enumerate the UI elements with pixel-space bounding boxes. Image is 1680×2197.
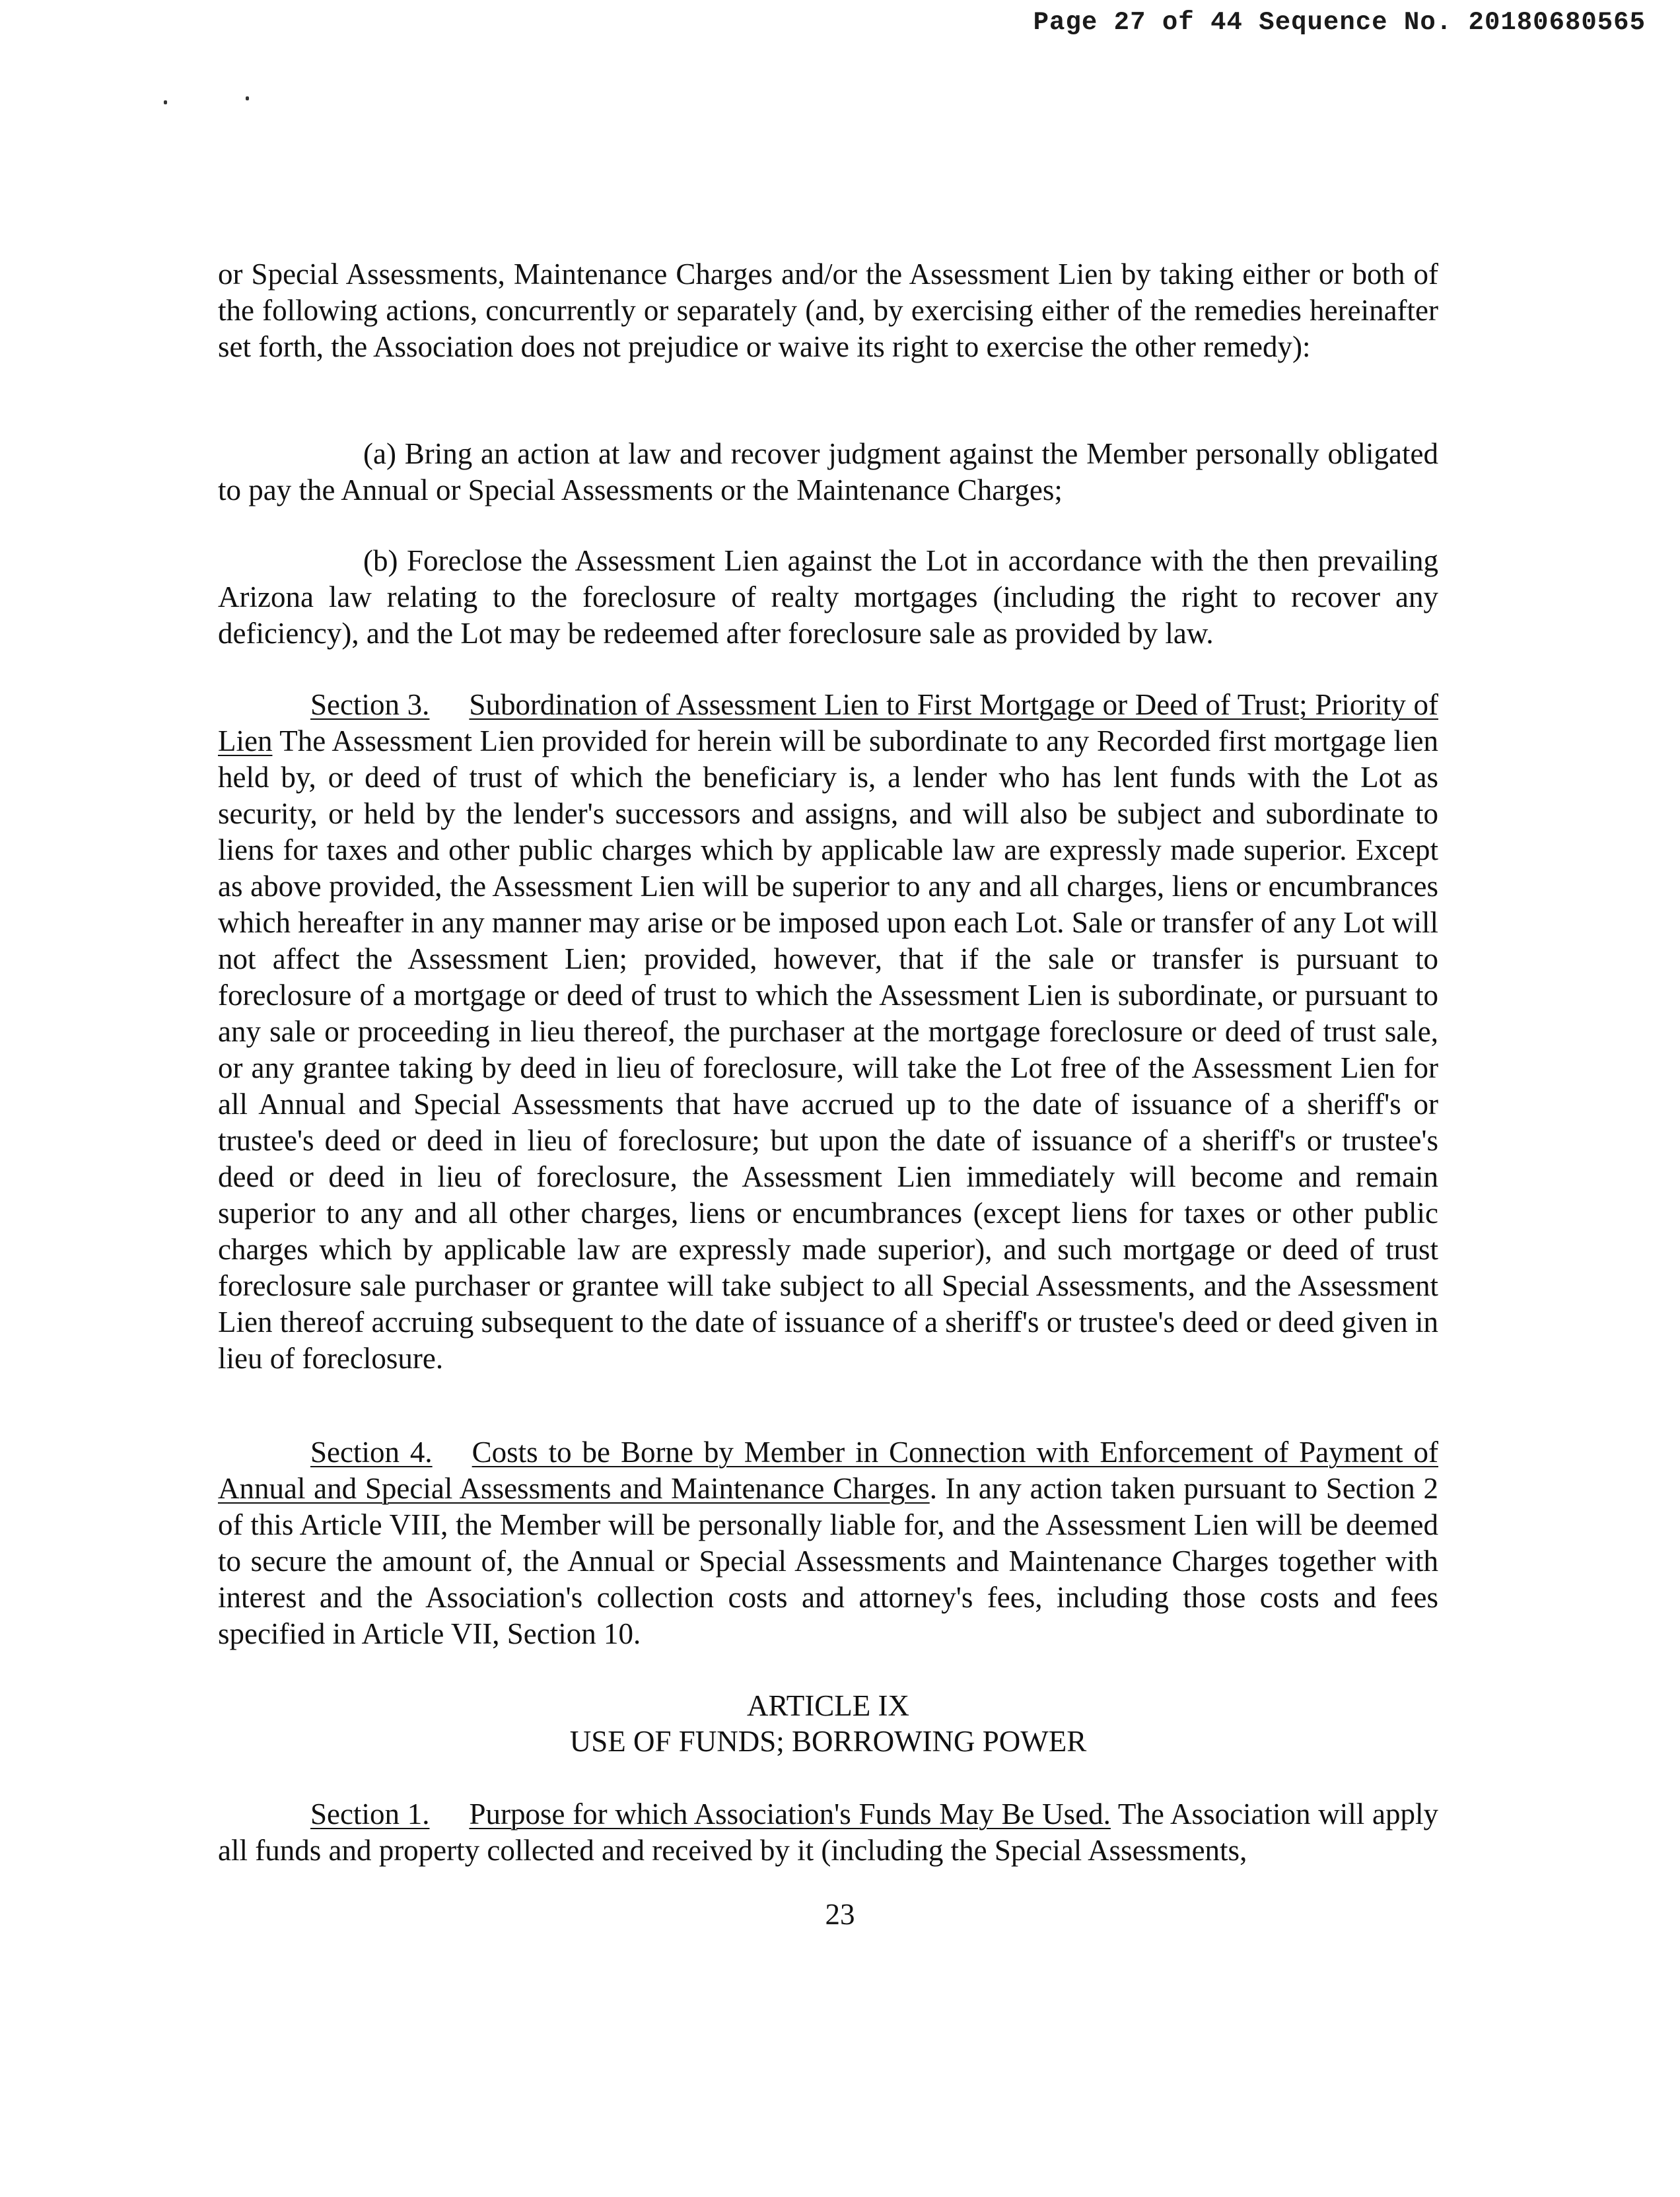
scan-speck (246, 96, 249, 100)
scan-speck (164, 100, 167, 104)
page-sequence-stamp: Page 27 of 44 Sequence No. 20180680565 (1033, 8, 1646, 37)
section-4-block (218, 1434, 1438, 1652)
article-section-1-paragraph (218, 1796, 1438, 1869)
intro-paragraph-block (218, 256, 1438, 365)
article-number: ARTICLE IX (746, 1689, 909, 1722)
page-number: 23 (825, 1898, 855, 1931)
intro-paragraph: or Special Assessments, Maintenance Charges and/or the Assessment Lien by taking either or both of the following actions, concurrently or separately (and, by exercising either of the remedies hereinafter set forth, the Association does not prejudice or waive its right to exercise the other remedy): (218, 258, 1438, 363)
article-section-1-block (218, 1796, 1438, 1869)
section-3-label: Section 3. (310, 688, 430, 721)
article-title: USE OF FUNDS; BORROWING POWER (569, 1725, 1087, 1758)
remedy-b-block (218, 543, 1438, 652)
section-4-title: Costs to be Borne by Member in Connection with Enforcement of Payment of Annual and Special Assessments and Maintenance Charges (218, 1436, 1438, 1505)
section-3-paragraph (218, 687, 1438, 1377)
section-3-block (218, 687, 1438, 1377)
section-4-label: Section 4. (310, 1436, 433, 1469)
remedy-a-paragraph: (a) Bring an action at law and recover judgment against the Member personally obligated to pay the Annual or Special Assessments or the Maintenance Charges; (218, 437, 1438, 506)
article-section-1-label: Section 1. (310, 1797, 430, 1831)
article-section-1-title: Purpose for which Association's Funds May Be Used. (469, 1797, 1111, 1831)
section-3-title: Subordination of Assessment Lien to First Mortgage or Deed of Trust; Priority of Lien (218, 688, 1439, 757)
section-4-paragraph (218, 1434, 1438, 1652)
section-4-body: . In any action taken pursuant to Section 2 of this Article VIII, the Member will be personally liable for, and the Assessment Lien will be deemed to secure the amount of, the Annual or Special Assessments and Maintenance Charges together with interest and the Association's collection costs and attorney's fees, including those costs and fees specified in Article VII, Section 10. (218, 1472, 1438, 1650)
section-3-body: The Assessment Lien provided for herein will be subordinate to any Recorded first mortgage lien held by, or deed of trust of which the beneficiary is, a lender who has lent funds with the Lot as security, or held by the lender's successors and assigns, and will also be subject and subordinate to liens for taxes and other public charges which by applicable law are expressly made superior. Except as above provided, the Assessment Lien will be superior to any and all charges, liens or encumbrances which hereafter in any manner may arise or be imposed upon each Lot. Sale or transfer of any Lot will not affect the Assessment Lien; provided, however, that if the sale or transfer is pursuant to foreclosure of a mortgage or deed of trust to which the Assessment Lien is subordinate, or pursuant to any sale or proceeding in lieu thereof, the purchaser at the mortgage foreclosure or deed of trust sale, or any grantee taking by deed in lieu of foreclosure, will take the Lot free of the Assessment Lien for all Annual and Special Assessments that have accrued up to the date of issuance of a sheriff's or trustee's deed or deed in lieu of foreclosure; but upon the date of issuance of a sheriff's or trustee's deed or deed in lieu of foreclosure, the Assessment Lien immediately will become and remain superior to any and all other charges, liens or encumbrances (except liens for taxes or other public charges which by applicable law are expressly made superior), and such mortgage or deed of trust foreclosure sale purchaser or grantee will take subject to all Special Assessments, and the Assessment Lien thereof accruing subsequent to the date of issuance of a sheriff's or trustee's deed or deed given in lieu of foreclosure. (218, 724, 1438, 1375)
article-section-1-body: The Association will apply all funds and property collected and received by it (including the Special Assessments, (218, 1797, 1438, 1867)
remedy-b-paragraph: (b) Foreclose the Assessment Lien against the Lot in accordance with the then prevailing Arizona law relating to the foreclosure of realty mortgages (including the right to recover any deficiency), and the Lot may be redeemed after foreclosure sale as provided by law. (218, 544, 1438, 650)
remedy-a-block (218, 436, 1438, 508)
